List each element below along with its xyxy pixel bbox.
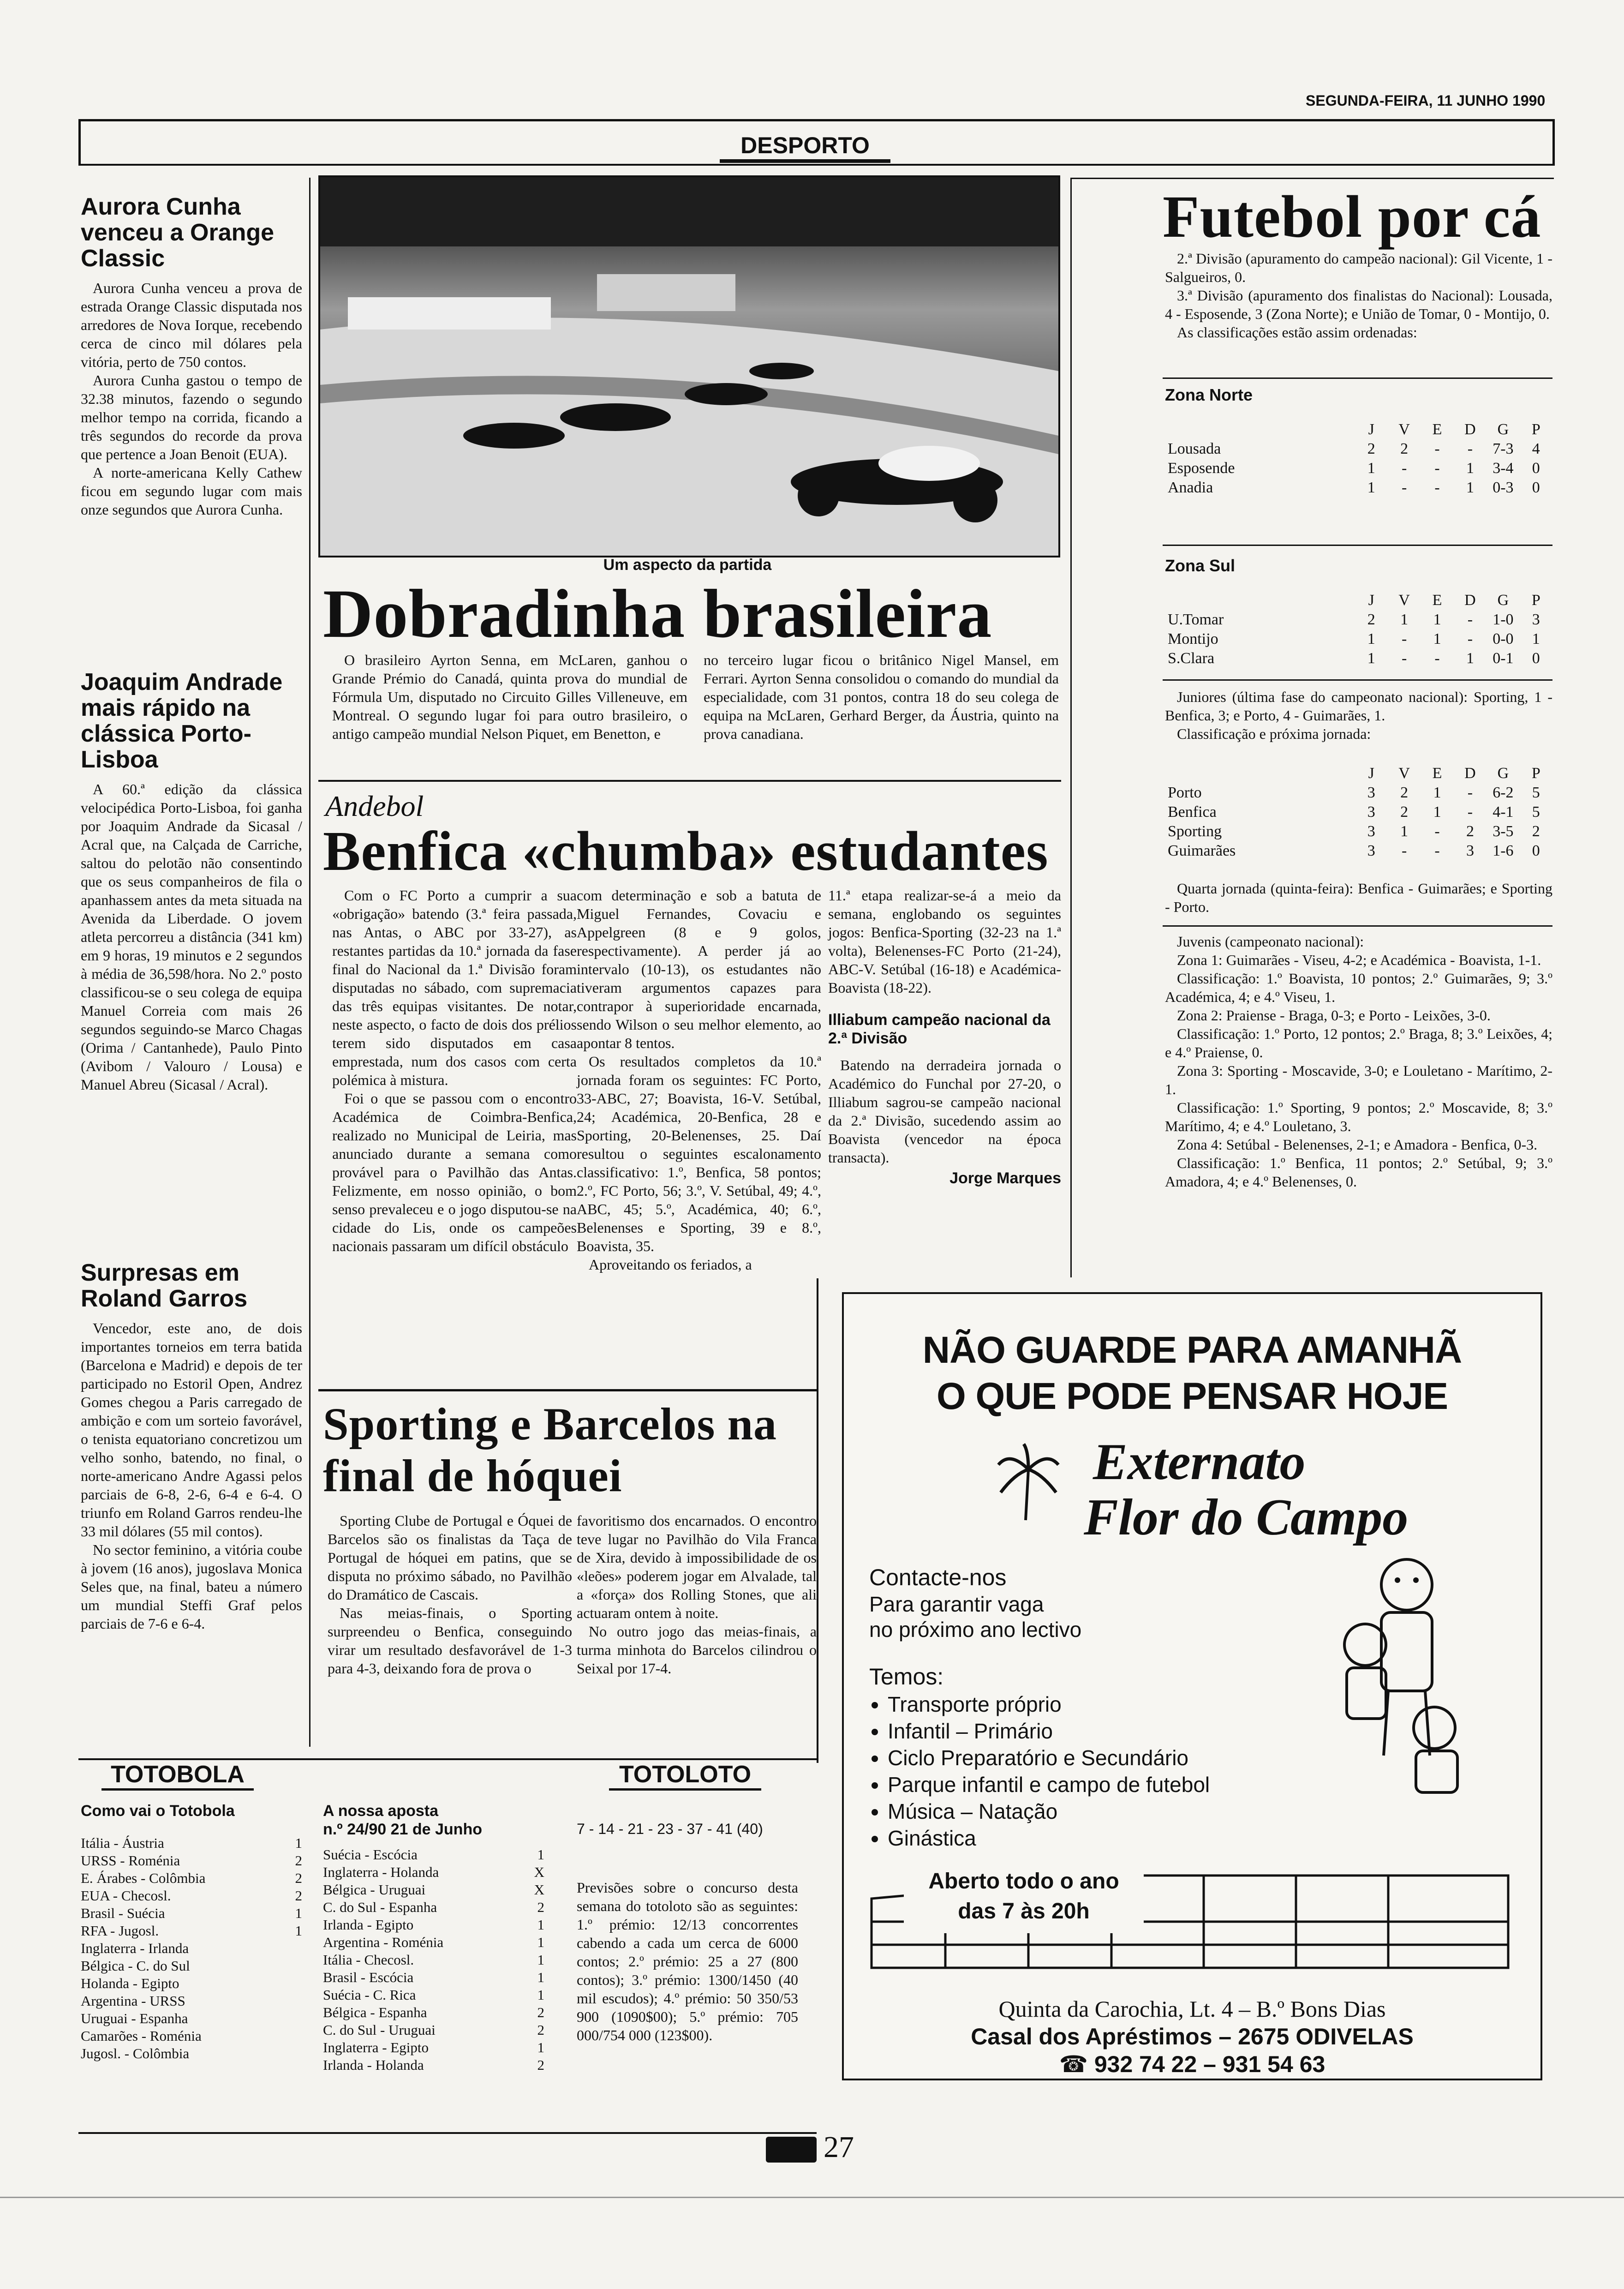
andebol-col1-p2: Foi o que se passou com o encontro Académica de Coimbra-Benfica, realizado no Municipal de Leiria, mas anunciado durante a semana como provável para o Pavilhão das Antas. Felizmente, em nosso opinião, o bom senso prevaleceu e o jogo disputou-se na cidade do Lis, onde os campeões nacionais passaram um difícil obstáculo (332, 1090, 577, 1254)
cell: 1 (1433, 784, 1441, 801)
match-cell: Bélgica - Espanha (323, 2004, 427, 2020)
cell: 4 (1532, 440, 1540, 457)
match-cell: Argentina - Roménia (323, 1934, 444, 1950)
story-aurora-cunha (81, 194, 302, 519)
story-aurora-p1: Aurora Cunha venceu a prova de estrada Orange Classic disputada nos arredores de Nova Iorque, recebendo cerca de cinco mil dólares pela vitória, perto de 750 contos. (81, 280, 302, 370)
table-row (81, 1940, 302, 1957)
cell: 1 (1367, 460, 1375, 477)
table-row (323, 2004, 544, 2021)
juvenis-line: Classificação: 1.º Benfica, 11 pontos; 2.º Setúbal, 9; 3.º Amadora, 4; e 4.º Belenenses, 0. (1165, 1155, 1552, 1190)
cell: 1 (1367, 630, 1375, 647)
team-cell: Sporting (1168, 823, 1222, 840)
col-v: V (1398, 421, 1410, 438)
col-g: G (1497, 765, 1509, 782)
bet-cell: X (534, 1864, 544, 1880)
match-cell: Brasil - Suécia (81, 1905, 165, 1921)
match-cell: Itália - Áustria (81, 1835, 164, 1851)
byline: Jorge Marques (949, 1169, 1061, 1187)
andebol-col1 (332, 886, 577, 1255)
race-photo-drawing (320, 177, 1058, 556)
col-v: V (1398, 592, 1410, 609)
match-cell: Bélgica - C. do Sul (81, 1958, 190, 1974)
futebol-intro-2: 3.ª Divisão (apuramento dos finalistas do Nacional): Lousada, 4 - Esposende, 3 (Zona Norte); e União de Tomar, 0 - Montijo, 0. (1165, 287, 1552, 322)
cell: - (1434, 823, 1440, 840)
juvenis-line: Zona 4: Setúbal - Belenenses, 2-1; e Amadora - Benfica, 0-3. (1177, 1136, 1538, 1153)
col-p: P (1531, 421, 1540, 438)
story-roland-title: Surpresas em Roland Garros (81, 1259, 248, 1312)
andebol-col3-p1: 11.ª etapa realizar-se-á a meio da semana, englobando os seguintes jogos: Benfica-Sporting (32-23 na 1.ª volta), Belenenses-FC Porto (21-24), ABC-V. Setúbal (16-18) e Académica-Boavista (18-22). (828, 887, 1061, 996)
futebol-intro-3: As classificações estão assim ordenadas: (1177, 324, 1417, 341)
bet-cell: 1 (537, 1952, 544, 1968)
cell: 2 (1367, 611, 1375, 628)
match-cell: URSS - Roménia (81, 1852, 180, 1869)
hoquei-col1-p1: Sporting Clube de Portugal e Óquei de Barcelos são os finalistas da Taça de Portugal de hóquei em patins, que se disputa no próximo sábado, no Pavilhão do Dramático de Cascais. (328, 1512, 572, 1603)
cell: 1 (1433, 803, 1441, 821)
ad-features-list (869, 1691, 1210, 1852)
cell: 3 (1532, 611, 1540, 628)
zona-norte-label: Zona Norte (1165, 385, 1253, 404)
match-cell: C. do Sul - Espanha (323, 1899, 437, 1915)
cell: 0-3 (1493, 479, 1514, 496)
hoquei-headline: Sporting e Barcelos na final de hóquei (323, 1398, 777, 1501)
cell: - (1402, 479, 1407, 496)
table-row (1165, 459, 1552, 478)
cell: 3 (1367, 842, 1375, 859)
cell: - (1467, 784, 1473, 801)
match-cell: Suécia - C. Rica (323, 1987, 416, 2003)
juvenis-line: Classificação: 1.º Sporting, 9 pontos; 2.º Moscavide, 8; 3.º Marítimo, 4; e 4.º Louletano, 3. (1165, 1099, 1552, 1134)
team-cell: Anadia (1168, 479, 1213, 496)
juniores-next: Quarta jornada (quinta-feira): Benfica - Guimarães; e Sporting - Porto. (1165, 880, 1552, 915)
cell: 1 (1466, 650, 1474, 667)
table-row (1165, 783, 1552, 803)
ad-phone: ☎ 932 74 22 – 931 54 63 (1059, 2051, 1325, 2077)
table-row (1165, 629, 1552, 649)
table-header (1165, 420, 1552, 439)
col-e: E (1432, 421, 1442, 438)
table-row (81, 2010, 302, 2027)
cell: - (1467, 440, 1473, 457)
cell: 1 (1367, 650, 1375, 667)
table-header (1165, 591, 1552, 610)
match-cell: Holanda - Egipto (81, 1975, 179, 1991)
bet-cell: 2 (537, 2057, 544, 2073)
team-cell: Esposende (1168, 460, 1235, 477)
cell: 1 (1400, 611, 1409, 628)
ad-brand-1: Externato (1093, 1433, 1306, 1491)
cell: 5 (1532, 803, 1540, 821)
table-row (323, 2021, 544, 2039)
table-row (323, 1916, 544, 1934)
hoquei-col2-p2: No outro jogo das meias-finais, a turma minhota do Barcelos cilindrou o Seixal por 17-4. (577, 1623, 817, 1677)
table-row (1165, 439, 1552, 459)
match-cell: Brasil - Escócia (323, 1969, 414, 1985)
hoquei-col2-p1: favoritismo dos encarnados. O encontro teve lugar no Pavilhão do Vila Franca de Xira, devido à impossibilidade de os «leões» poderem jogar em Alvalade, tal a «força» dos Rolling Stones, que ali actuaram ontem à noite. (577, 1512, 817, 1621)
table-row (323, 1881, 544, 1899)
totobola-results (81, 1834, 302, 2062)
illiabum-text: Batendo na derradeira jornada o Académico do Funchal por 27-20, o Illiabum sagrou-se campeão nacional da 2.ª Divisão, sucedendo assim ao Boavista (vencedor na época transacta). (828, 1057, 1061, 1166)
col-g: G (1497, 592, 1509, 609)
match-cell: Irlanda - Holanda (323, 2057, 424, 2073)
cell: 3-4 (1493, 460, 1514, 477)
cell: 0 (1532, 842, 1540, 859)
table-row (81, 2045, 302, 2062)
juvenis-line: Zona 1: Guimarães - Viseu, 4-2; e Académica - Boavista, 1-1. (1177, 952, 1541, 968)
andebol-kicker: Andebol (325, 790, 424, 822)
cell: 2 (1367, 440, 1375, 457)
cell: 5 (1532, 784, 1540, 801)
table-row (81, 1905, 302, 1922)
story-joaquim-title: Joaquim Andrade mais rápido na clássica Porto-Lisboa (81, 669, 283, 773)
futebol-intro-1: 2.ª Divisão (apuramento do campeão nacional): Gil Vicente, 1 - Salgueiros, 0. (1165, 250, 1552, 285)
table-row (81, 2027, 302, 2045)
f1-col1: O brasileiro Ayrton Senna, em McLaren, ganhou o Grande Prémio do Canadá, quinta prova do mundial de Fórmula Um, disputado no Circuito Gilles Villeneuve, em Montreal. O segundo lugar foi para outro brasileiro, o antigo campeão mundial Nelson Piquet, em Benetton, e (332, 652, 687, 742)
bet-cell: 1 (537, 2039, 544, 2055)
cell: - (1434, 479, 1440, 496)
bet-cell: 1 (537, 1969, 544, 1985)
cell: 2 (1400, 803, 1409, 821)
story-joaquim-p1: A 60.ª edição da clássica velocipédica Porto-Lisboa, foi ganha por Joaquim Andrade da Sicasal / Acral que, na Calçada de Carriche, saltou do pelotão não consentindo que os seus companheiros de fila o apanhassem antes da meta situada na Avenida da Liberdade. O jovem atleta percorreu a distância (341 km) em 9 horas, 19 minutos e 2 segundos à média de 36,598/hora. No 2.º posto classificou-se o seu colega de equipa Manuel Correia com mais 26 segundos seguindo-se Marco Chagas (Orima / Cantanhede), Paulo Pinto (Avibom / Valouro / Lousa) e Manuel Abreu (Sicasal / Acral). (81, 781, 302, 1093)
table-row (81, 1992, 302, 2010)
cell: - (1402, 650, 1407, 667)
andebol-col3 (828, 886, 1061, 1187)
cell: 6-2 (1493, 784, 1514, 801)
ad-hours-2: das 7 às 20h (958, 1899, 1090, 1923)
match-cell: Irlanda - Egipto (323, 1917, 414, 1933)
cell: - (1467, 803, 1473, 821)
match-cell: Inglaterra - Egipto (323, 2039, 429, 2055)
juvenis-line: Juvenis (campeonato nacional): (1177, 933, 1364, 950)
table-row (323, 2056, 544, 2074)
andebol-headline: Benfica «chumba» estudantes (323, 820, 1049, 882)
story-roland-p1: Vencedor, este ano, de dois importantes torneios em terra batida (Barcelona e Madrid) e depois de ter participado no Estoril Open, Andrez Gomes chegou a Paris carregado de ambição e com um sorteio favorável, o tenista equatoriano concretizou um velho sonho, batendo, no final, o norte-americano Andre Agassi pelos parciais de 6-8, 2-6, 6-4 e 6-4. O triunfo em Roland Garros rendeu-lhe 33 mil dólares (55 mil contos). (81, 1320, 302, 1540)
footer-logo (766, 2137, 817, 2163)
cell: 1-0 (1493, 611, 1514, 628)
cell: 0 (1532, 479, 1540, 496)
story-aurora-p3: A norte-americana Kelly Cathew ficou em segundo lugar com mais onze segundos que Aurora Cunha. (81, 464, 302, 518)
table-header (1165, 764, 1552, 783)
match-cell: Suécia - Escócia (323, 1846, 418, 1863)
aposta-title: A nossa aposta (323, 1802, 439, 1820)
race-photo (318, 175, 1060, 557)
story-roland-p2: No sector feminino, a vitória coube à jovem (16 anos), jugoslava Monica Seles que, na final, bateu a número um mundial Steffi Graf pelos parciais de 7-6 e 6-4. (81, 1541, 302, 1632)
result-cell: 1 (295, 1923, 302, 1939)
table-row (323, 1934, 544, 1951)
cell: - (1467, 630, 1473, 647)
totoloto-title: TOTOLOTO (609, 1761, 761, 1791)
table-row (323, 1864, 544, 1881)
story-joaquim-andrade (81, 669, 302, 1094)
ad-address-2: Casal dos Apréstimos – 2675 ODIVELAS (971, 2024, 1414, 2049)
result-cell (284, 1940, 302, 1957)
match-cell: Inglaterra - Irlanda (81, 1940, 189, 1956)
bet-cell: 1 (537, 1987, 544, 2003)
futebol-headline: Futebol por cá (1163, 184, 1541, 250)
school-ad (842, 1292, 1542, 2080)
cell: 1-6 (1493, 842, 1514, 859)
table-row (323, 2039, 544, 2056)
aposta-subtitle: n.º 24/90 21 de Junho (323, 1821, 482, 1838)
col-d: D (1464, 592, 1476, 609)
col-d: D (1464, 765, 1476, 782)
col-g: G (1497, 421, 1509, 438)
col-p: P (1531, 765, 1540, 782)
col-p: P (1531, 592, 1540, 609)
f1-col2: no terceiro lugar ficou o britânico Nigel Mansel, em Ferrari. Ayrton Senna consolidou o comando do mundial da especialidade, com 31 pontos, contra 18 do seu colega de equipa na McLaren, Gerhard Berger, da Áustria, quinto na prova canadiana. (704, 652, 1059, 742)
cell: - (1402, 630, 1407, 647)
andebol-col2-p1: com determinação e sob a batuta de Miguel Fernandes, Covaciu e Appelgreen (8 e 9 golos, respectivamente). A perder já ao intervalo (10-13), os estudantes não tiveram argumentos capazes para contrapor à superioridade encarnada, sendo Wilson o seu melhor elemento, ao apontar 8 tentos. (577, 887, 821, 1051)
match-cell: RFA - Jugosl. (81, 1923, 159, 1939)
cell: 1 (1433, 630, 1441, 647)
juvenis-line: Classificação: 1.º Porto, 12 pontos; 2.º Braga, 8; 3.º Leixões, 4; e 4.º Praiense, 0. (1165, 1025, 1552, 1061)
illiabum-subhead: Illiabum campeão nacional da 2.ª Divisão (828, 1011, 1051, 1047)
match-cell: Camarões - Roménia (81, 2028, 202, 2044)
ad-headline-2: O QUE PODE PENSAR HOJE (936, 1375, 1448, 1417)
table-row (323, 1951, 544, 1969)
result-cell: 1 (295, 1905, 302, 1921)
cell: 1 (1466, 460, 1474, 477)
list-item: • Transporte próprio (888, 1691, 1210, 1718)
table-row (81, 1957, 302, 1975)
cell: 2 (1400, 440, 1409, 457)
bet-cell: 2 (537, 1899, 544, 1915)
story-roland-garros (81, 1260, 302, 1633)
zona-sul-label: Zona Sul (1165, 556, 1235, 575)
result-cell (284, 2027, 302, 2045)
juvenis-line: Classificação: 1.º Boavista, 10 pontos; 2.º Guimarães, 9; 3.º Académica, 4; e 4.º Viseu, 1. (1165, 970, 1552, 1005)
page-number: 27 (824, 2130, 854, 2164)
bet-cell: 2 (537, 2004, 544, 2020)
cell: 2 (1400, 784, 1409, 801)
zona-sul-table (1165, 591, 1552, 668)
ad-brand-2: Flor do Campo (1084, 1489, 1409, 1546)
cell: 0-1 (1493, 650, 1514, 667)
list-item: • Ginástica (888, 1825, 1210, 1852)
futebol-intro (1165, 249, 1552, 342)
cell: 1 (1433, 611, 1441, 628)
story-aurora-p2: Aurora Cunha gastou o tempo de 32.38 minutos, fazendo o segundo melhor tempo na corrida, ficando a três segundos do recorde da prova que pertence a Joan Benoit (EUA). (81, 372, 302, 462)
andebol-col2 (577, 886, 821, 1274)
result-cell (284, 2010, 302, 2027)
col-e: E (1432, 765, 1442, 782)
result-cell: 2 (295, 1852, 302, 1869)
table-row (81, 1975, 302, 1992)
cell: 1 (1400, 823, 1409, 840)
team-cell: Porto (1168, 784, 1202, 801)
bet-cell: 1 (537, 1917, 544, 1933)
list-item: • Parque infantil e campo de futebol (888, 1771, 1210, 1798)
cell: 0-0 (1493, 630, 1514, 647)
cell: - (1434, 440, 1440, 457)
cell: - (1467, 611, 1473, 628)
ad-contact-1: Para garantir vaga (869, 1592, 1044, 1616)
totobola-subtitle: Como vai o Totobola (81, 1802, 235, 1820)
totobola-title: TOTOBOLA (102, 1761, 254, 1791)
match-cell: EUA - Checosl. (81, 1888, 171, 1904)
result-cell (284, 2045, 302, 2062)
bet-cell: 2 (537, 2022, 544, 2038)
cell: 3 (1367, 823, 1375, 840)
list-item: • Infantil – Primário (888, 1718, 1210, 1744)
cell: - (1434, 650, 1440, 667)
team-cell: S.Clara (1168, 650, 1215, 667)
cell: 4-1 (1493, 803, 1514, 821)
juniores-intro (1165, 688, 1552, 743)
table-row (323, 1899, 544, 1916)
table-row (323, 1846, 544, 1864)
col-d: D (1464, 421, 1476, 438)
cell: 7-3 (1493, 440, 1514, 457)
col-v: V (1398, 765, 1410, 782)
bet-cell: X (534, 1882, 544, 1898)
story-aurora-title: Aurora Cunha venceu a Orange Classic (81, 193, 275, 272)
col-j: J (1368, 765, 1374, 782)
juvenis-block (1165, 932, 1552, 1191)
table-row (1165, 803, 1552, 822)
juvenis-line: Zona 2: Praiense - Braga, 0-3; e Porto - Leixões, 3-0. (1177, 1007, 1491, 1024)
result-cell (284, 1957, 302, 1975)
cell: 3 (1367, 784, 1375, 801)
table-row (81, 1852, 302, 1870)
cell: 0 (1532, 460, 1540, 477)
cell: 1 (1367, 479, 1375, 496)
result-cell: 2 (295, 1870, 302, 1886)
ad-contact-2: no próximo ano lectivo (869, 1618, 1082, 1642)
list-item: • Música – Natação (888, 1798, 1210, 1825)
cell: 3 (1367, 803, 1375, 821)
table-row (1165, 610, 1552, 629)
juniores-intro-2: Classificação e próxima jornada: (1177, 725, 1371, 742)
table-row (81, 1834, 302, 1852)
match-cell: C. do Sul - Uruguai (323, 2022, 436, 2038)
zona-norte-table (1165, 420, 1552, 497)
andebol-col1-p1: Com o FC Porto a cumprir a sua «obrigação» batendo (3.ª feira passada, nas Antas, o ABC por 33-27), as restantes partidas da 10.ª jornada da fase final do Nacional da 1.ª Divisão foram disputadas no sábado, com supremacia das três equipas visitantes. De notar, neste aspecto, o facto de dois dos prélios terem sido disputados em casa emprestada, num dos casos com certa polémica à mistura. (332, 887, 577, 1088)
section-label: DESPORTO (720, 132, 890, 163)
cell: - (1434, 842, 1440, 859)
ad-address-1: Quinta da Carochia, Lt. 4 – B.º Bons Dias (998, 1996, 1386, 2022)
col-j: J (1368, 421, 1374, 438)
cell: - (1402, 460, 1407, 477)
table-row (323, 1986, 544, 2004)
table-row (1165, 478, 1552, 497)
match-cell: E. Árabes - Colômbia (81, 1870, 206, 1886)
bet-cell: 1 (537, 1934, 544, 1950)
list-item: • Ciclo Preparatório e Secundário (888, 1744, 1210, 1771)
cell: 3-5 (1493, 823, 1514, 840)
cell: 1 (1532, 630, 1540, 647)
juvenis-line: Zona 3: Sporting - Moscavide, 3-0; e Louletano - Marítimo, 2-1. (1165, 1062, 1552, 1097)
ad-contact-head: Contacte-nos (869, 1564, 1007, 1590)
hoquei-col2 (577, 1511, 817, 1678)
table-row (81, 1870, 302, 1887)
team-cell: U.Tomar (1168, 611, 1224, 628)
table-row (1165, 649, 1552, 668)
juniores-table (1165, 764, 1552, 861)
col-j: J (1368, 592, 1374, 609)
totoloto-text: Previsões sobre o concurso desta semana do totoloto são as seguintes: 1.º prémio: 12/13 concorrentes cabendo a cada um cerca de 6000 contos; 2.º prémio: 25 a 27 (800 contos); 3.º prémio: 1300/1450 (40 mil escudos); 4.º prémio: 50 350/53 900 (1090$00); 5.º prémio: 705 000/754 000 (123$00). (577, 1879, 798, 2043)
team-cell: Benfica (1168, 803, 1217, 821)
andebol-col2-p3: Aproveitando os feriados, a (589, 1256, 752, 1273)
result-cell: 1 (295, 1835, 302, 1851)
cell: - (1434, 460, 1440, 477)
match-cell: Uruguai - Espanha (81, 2010, 188, 2026)
table-row (81, 1887, 302, 1905)
bet-cell: 1 (537, 1846, 544, 1863)
cell: 2 (1466, 823, 1474, 840)
aposta-bets (323, 1846, 544, 2074)
match-cell: Argentina - URSS (81, 1993, 185, 2009)
col-e: E (1432, 592, 1442, 609)
page-date: SEGUNDA-FEIRA, 11 JUNHO 1990 (1306, 92, 1546, 109)
table-row (81, 1922, 302, 1940)
ad-headline-1: NÃO GUARDE PARA AMANHÃ (922, 1329, 1462, 1371)
match-cell: Bélgica - Uruguai (323, 1882, 426, 1898)
juniores-intro-1: Juniores (última fase do campeonato nacional): Sporting, 1 - Benfica, 3; e Porto, 4 - Guimarães, 1. (1165, 689, 1552, 724)
children-illustration (1328, 1552, 1481, 1811)
table-row (323, 1969, 544, 1986)
match-cell: Jugosl. - Colômbia (81, 2045, 190, 2061)
hoquei-col1 (328, 1511, 572, 1678)
hoquei-col1-p2: Nas meias-finais, o Sporting surpreendeu o Benfica, conseguindo virar um resultado desfavorável de 1-3 para 4-3, deixando fora de prova o (328, 1605, 572, 1677)
cell: 3 (1466, 842, 1474, 859)
team-cell: Lousada (1168, 440, 1221, 457)
table-row (1165, 822, 1552, 841)
match-cell: Itália - Checosl. (323, 1952, 414, 1968)
ad-temos: Temos: (869, 1664, 944, 1690)
team-cell: Guimarães (1168, 842, 1236, 859)
cell: 1 (1466, 479, 1474, 496)
photo-caption: Um aspecto da partida (603, 556, 772, 574)
result-cell (284, 1975, 302, 1992)
cell: 0 (1532, 650, 1540, 667)
andebol-col2-p2: Os resultados completos da 10.ª jornada foram os seguintes: FC Porto, 33-ABC, 27; Boavista, 16-V. Setúbal, 24; Académica, 20-Benfica, 28 e Sporting, 20-Belenenses, 25. Daí resultou o seguintes escalonamento classificativo: 1.º, Benfica, 58 pontos; 2.º, FC Porto, 56; 3.º, V. Setúbal, 49; 4.º, ABC, 45; 5.º, Académica, 40; 6.º, Belenenses e Sporting, 39 e 8.º, Boavista, 35. (577, 1053, 821, 1254)
palm-tree-icon (996, 1442, 1061, 1525)
totoloto-numbers: 7 - 14 - 21 - 23 - 37 - 41 (40) (577, 1821, 763, 1837)
result-cell (284, 1992, 302, 2010)
match-cell: Inglaterra - Holanda (323, 1864, 439, 1880)
table-row (1165, 841, 1552, 861)
cell: 2 (1532, 823, 1540, 840)
team-cell: Montijo (1168, 630, 1218, 647)
cell: - (1402, 842, 1407, 859)
f1-headline: Dobradinha brasileira (323, 575, 992, 652)
result-cell: 2 (295, 1888, 302, 1904)
ad-hours-1: Aberto todo o ano (928, 1869, 1119, 1894)
